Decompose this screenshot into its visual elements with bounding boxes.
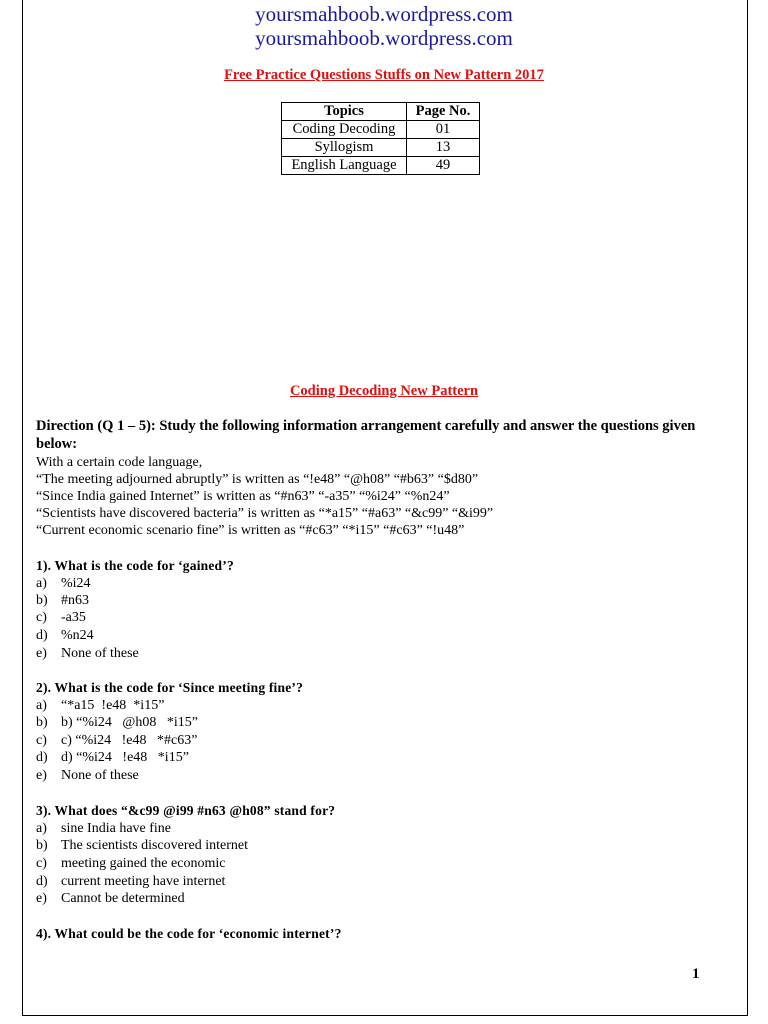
intro-line: “The meeting adjourned abruptly” is written as “!e48” “@h08” “#b63” “$d80” (36, 472, 479, 487)
table-cell: Coding Decoding (282, 121, 407, 139)
option-text: %i24 (61, 576, 91, 591)
question-2: 2). What is the code for ‘Since meeting fine’? (36, 680, 304, 695)
option-text: current meeting have internet (61, 874, 226, 889)
option-letter: e) (36, 646, 47, 661)
section-title: Coding Decoding New Pattern (289, 383, 479, 399)
option-2e (0, 767, 700, 784)
option-letter: c) (36, 733, 47, 748)
option-letter: d) (36, 628, 48, 643)
intro-line: “Since India gained Internet” is written as “#n63” “-a35” “%i24” “%n24” (36, 489, 450, 504)
option-letter: a) (36, 698, 47, 713)
option-letter: b) (36, 593, 48, 608)
option-1c (0, 609, 700, 626)
table-row (282, 121, 480, 139)
table-header-row (282, 103, 480, 121)
topics-table (281, 102, 480, 175)
option-letter: a) (36, 576, 47, 591)
intro-line: “Current economic scenario fine” is written as “#c63” “*i15” “#c63” “!u48” (36, 523, 465, 538)
option-3c (0, 855, 700, 872)
option-1a (0, 575, 700, 592)
option-text: meeting gained the economic (61, 856, 226, 871)
option-3b (0, 837, 700, 854)
option-1e (0, 645, 700, 662)
option-text: None of these (61, 768, 139, 783)
option-3e (0, 890, 700, 907)
watermark-2: yoursmahboob.wordpress.com (255, 26, 513, 50)
question-1: 1). What is the code for ‘gained’? (36, 558, 234, 573)
option-text: %n24 (61, 628, 94, 643)
table-header: Page No. (407, 103, 480, 121)
option-text: b) “%i24 @h08 *i15” (61, 715, 198, 730)
table-cell: 13 (407, 139, 480, 157)
option-text: d) “%i24 !e48 *i15” (61, 750, 189, 765)
table-cell: 49 (407, 157, 480, 175)
option-letter: b) (36, 715, 48, 730)
option-text: The scientists discovered internet (61, 838, 248, 853)
option-text: sine India have fine (61, 821, 172, 836)
option-letter: d) (36, 750, 48, 765)
table-cell: Syllogism (282, 139, 407, 157)
direction-text: Direction (Q 1 – 5): Study the following information arrangement carefully and answer the questions given below: (36, 418, 696, 452)
option-3a (0, 820, 700, 837)
option-2b (0, 714, 700, 731)
option-1d (0, 627, 700, 644)
option-letter: b) (36, 838, 48, 853)
option-text: Cannot be determined (61, 891, 185, 906)
intro-line: With a certain code language, (36, 455, 203, 470)
option-letter: e) (36, 768, 47, 783)
option-letter: c) (36, 610, 47, 625)
option-2c (0, 732, 700, 749)
option-letter: a) (36, 821, 47, 836)
table-header: Topics (282, 103, 407, 121)
table-cell: English Language (282, 157, 407, 175)
watermark-1: yoursmahboob.wordpress.com (255, 2, 513, 26)
option-letter: c) (36, 856, 47, 871)
page-number: 1 (692, 966, 700, 982)
option-text: c) “%i24 !e48 *#c63” (61, 733, 198, 748)
option-text: “*a15 !e48 *i15” (61, 698, 165, 713)
intro-line: “Scientists have discovered bacteria” is written as “*a15” “#a63” “&c99” “&i99” (36, 506, 494, 521)
option-text: #n63 (61, 593, 89, 608)
option-2d (0, 749, 700, 766)
option-1b (0, 592, 700, 609)
option-2a (0, 697, 700, 714)
question-3: 3). What does “&c99 @i99 #n63 @h08” stand for? (36, 803, 336, 818)
option-letter: e) (36, 891, 47, 906)
table-cell: 01 (407, 121, 480, 139)
table-row (282, 139, 480, 157)
question-4: 4). What could be the code for ‘economic internet’? (36, 926, 342, 941)
option-3d (0, 873, 700, 890)
table-row (282, 157, 480, 175)
option-text: -a35 (61, 610, 86, 625)
option-letter: d) (36, 874, 48, 889)
option-text: None of these (61, 646, 139, 661)
header-title: Free Practice Questions Stuffs on New Pattern 2017 (224, 67, 544, 83)
